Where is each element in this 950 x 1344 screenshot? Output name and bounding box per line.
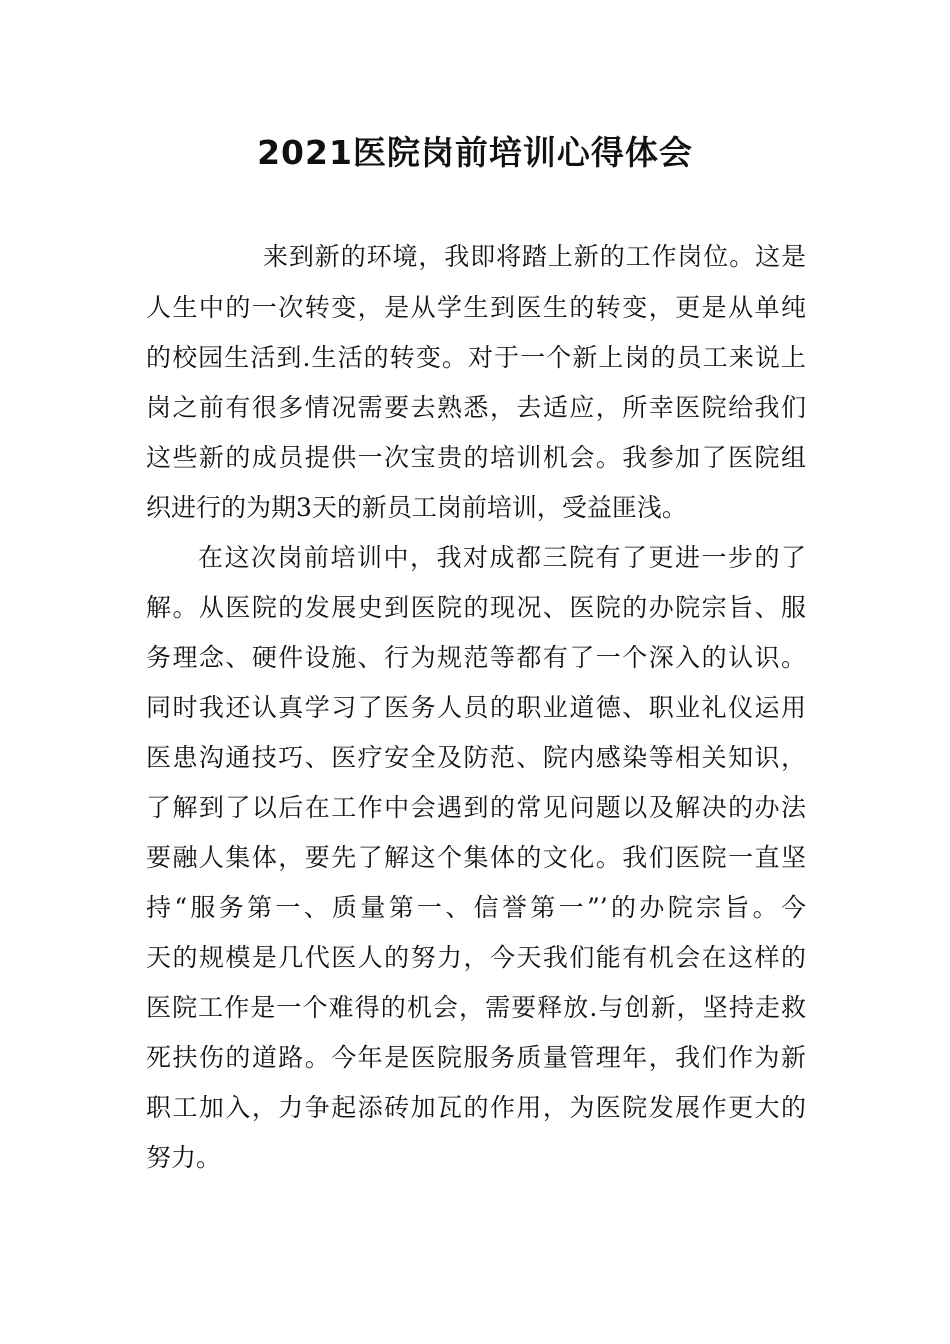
paragraph-line: 死扶伤的道路。今年是医院服务质量管理年，我们作为新: [146, 1043, 806, 1072]
paragraph-line: 同时我还认真学习了医务人员的职业道德、职业礼仪运用: [146, 693, 806, 722]
paragraph-line: 持“服务第一、质量第一、信誉第一”’的办院宗旨。今: [146, 893, 806, 922]
paragraph-line: 职工加入，力争起添砖加瓦的作用，为医院发展作更大的: [146, 1093, 806, 1122]
paragraph-line: 要融人集体，要先了解这个集体的文化。我们医院一直坚: [146, 843, 806, 872]
paragraph-line: 务理念、硬件设施、行为规范等都有了一个深入的认识。: [146, 643, 806, 672]
paragraph-line: 的校园生活到.生活的转变。对于一个新上岗的员工来说上: [146, 343, 806, 372]
paragraph-line: 在这次岗前培训中，我对成都三院有了更进一步的了: [198, 543, 806, 572]
paragraph-line: 岗之前有很多情况需要去熟悉，去适应，所幸医院给我们: [146, 393, 806, 422]
paragraph-line: 人生中的一次转变，是从学生到医生的转变，更是从单纯: [146, 293, 806, 322]
paragraph-line: 努力。: [146, 1143, 222, 1172]
paragraph-line: 医患沟通技巧、医疗安全及防范、院内感染等相关知识，: [146, 743, 806, 772]
paragraph-line: 了解到了以后在工作中会遇到的常见问题以及解决的办法: [146, 793, 806, 822]
paragraph-line: 这些新的成员提供一次宝贵的培训机会。我参加了医院组: [146, 443, 806, 472]
paragraph-line: 医院工作是一个难得的机会，需要释放.与创新，坚持走救: [146, 993, 806, 1022]
paragraph-line: 来到新的环境，我即将踏上新的工作岗位。这是: [263, 242, 806, 271]
paragraph-line: 织进行的为期3天的新员工岗前培训，受益匪浅。: [146, 493, 687, 522]
paragraph-line: 解。从医院的发展史到医院的现况、医院的办院宗旨、服: [146, 593, 806, 622]
paragraph-line: 天的规模是几代医人的努力，今天我们能有机会在这样的: [146, 943, 806, 972]
document-title: 2021医院岗前培训心得体会: [257, 133, 693, 172]
